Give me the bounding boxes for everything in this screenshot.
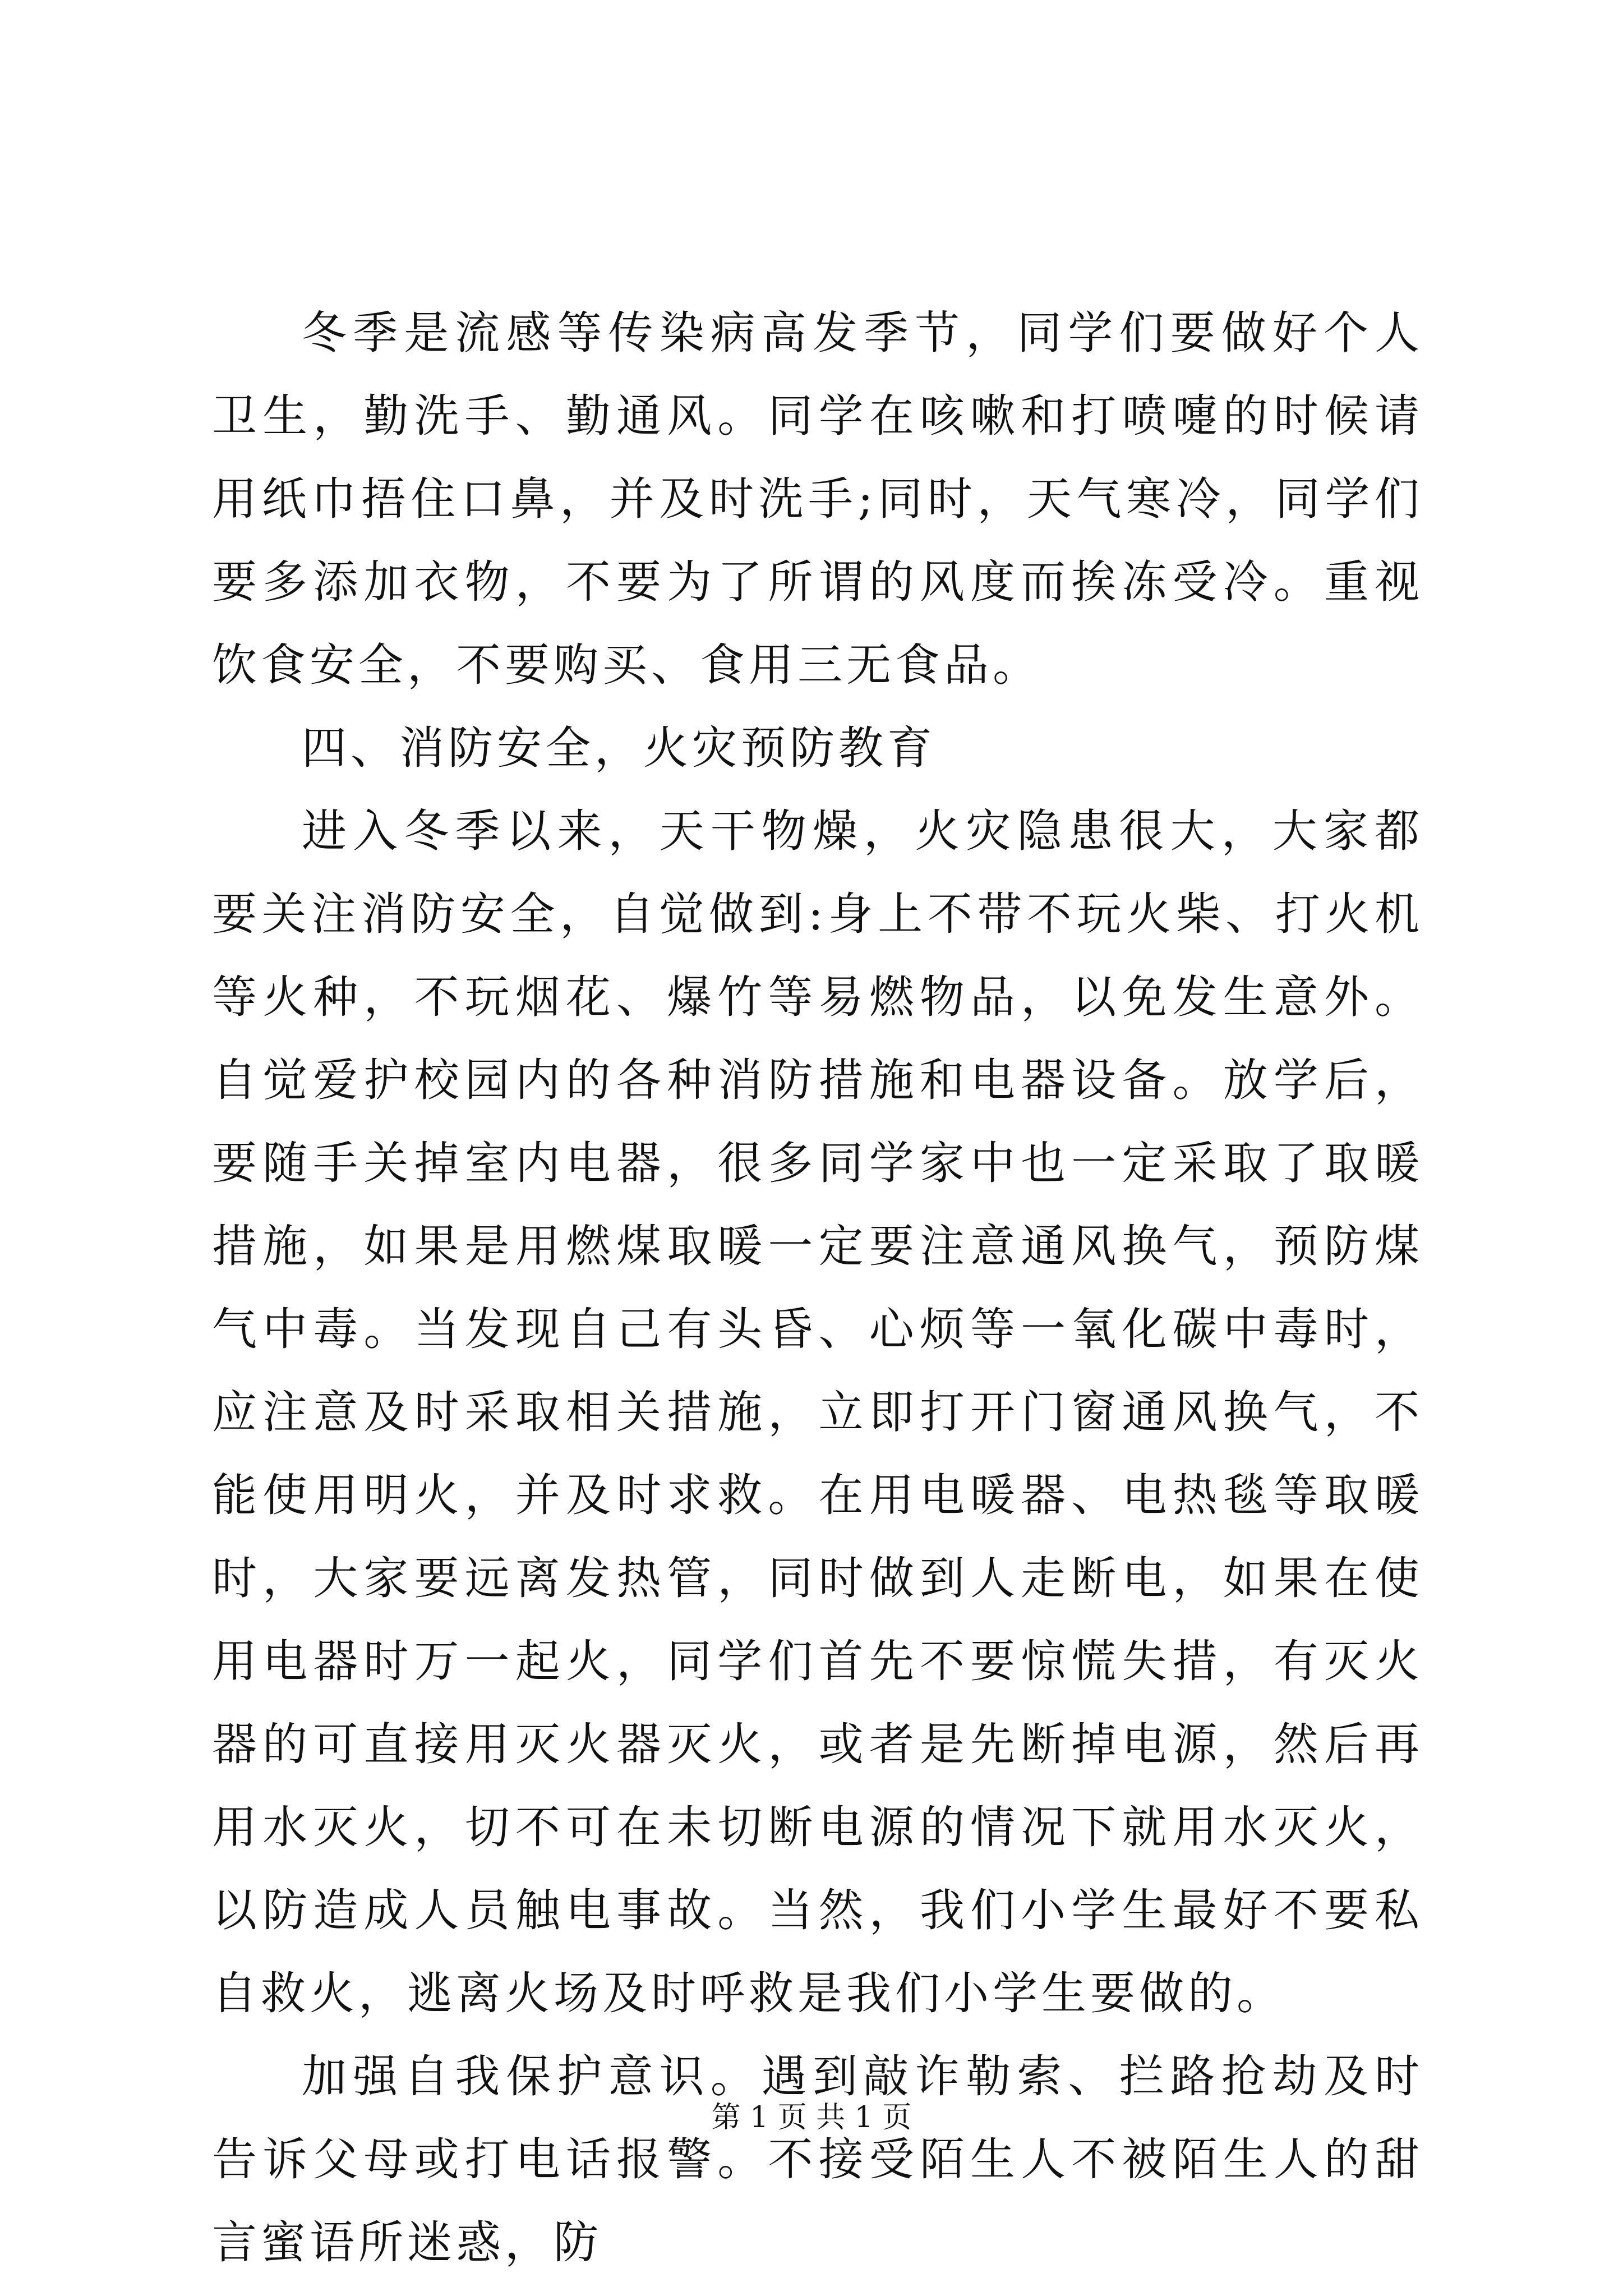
section-heading-fire-safety: 四、消防安全，火灾预防教育 <box>302 722 936 774</box>
document-body <box>212 292 1423 2284</box>
page-footer: 第 1 页 共 1 页 <box>711 2101 912 2134</box>
paragraph-fire-safety: 进入冬季以来，天干物燥，火灾隐患很大，大家都要关注消防安全，自觉做到:身上不带不玩火柴、打火机等火种，不玩烟花、爆竹等易燃物品，以免发生意外。自觉爱护校园内的各种消防措施和电器设备。放学后，要随手关掉室内电器，很多同学家中也一定采取了取暖措施，如果是用燃煤取暖一定要注意通风换气，预防煤气中毒。当发现自己有头昏、心烦等一氧化碳中毒时，应注意及时采取相关措施，立即打开门窗通风换气，不能使用明火，并及时求救。在用电暖器、电热毯等取暖时，大家要远离发热管，同时做到人走断电，如果在使用电器时万一起火，同学们首先不要惊慌失措，有灭火器的可直接用灭火器灭火，或者是先断掉电源，然后再用水灭火，切不可在未切断电源的情况下就用水灭火，以防造成人员触电事故。当然，我们小学生最好不要私自救火，逃离火场及时呼救是我们小学生要做的。 <box>212 805 1423 2019</box>
paragraph-self-protection: 加强自我保护意识。遇到敲诈勒索、拦路抢劫及时告诉父母或打电话报警。不接受陌生人不被陌生人的甜言蜜语所迷惑，防 <box>212 2050 1423 2269</box>
paragraph-flu-prevention: 冬季是流感等传染病高发季节，同学们要做好个人卫生，勤洗手、勤通风。同学在咳嗽和打喷嚏的时候请用纸巾捂住口鼻，并及时洗手;同时，天气寒冷，同学们要多添加衣物，不要为了所谓的风度而挨冻受冷。重视饮食安全，不要购买、食用三无食品。 <box>212 307 1423 691</box>
